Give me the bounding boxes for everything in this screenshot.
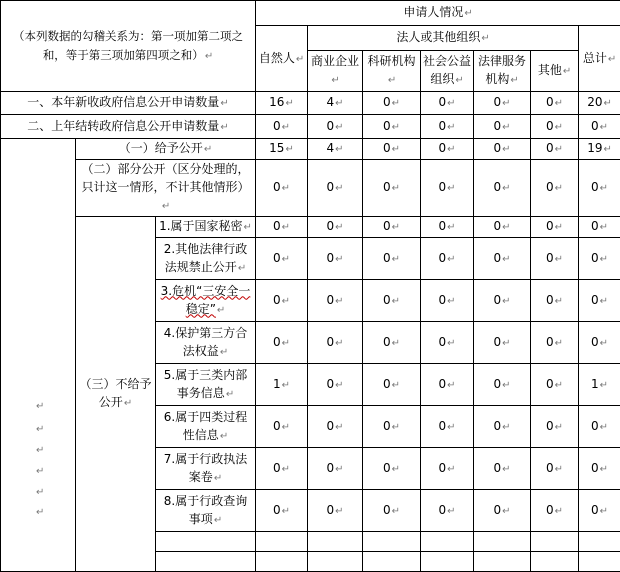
- cell-value: 0↵: [256, 217, 308, 238]
- cell-value: 0↵: [474, 160, 531, 217]
- cell-value: 0↵: [308, 448, 363, 490]
- cell-value: 0↵: [421, 115, 474, 139]
- cell-value: 0↵: [421, 490, 474, 532]
- cell-value: 20↵: [579, 92, 620, 115]
- sub-row-label: 8.属于行政查询事项↵: [156, 490, 256, 532]
- cell-value: 0↵: [363, 406, 421, 448]
- header-law: 法律服务机构↵: [474, 51, 531, 92]
- header-description: （本列数据的勾稽关系为：第一项加第二项之和，等于第三项加第四项之和）↵: [1, 1, 256, 92]
- row-label: （一）给予公开↵: [76, 139, 256, 160]
- cell-value: 19↵: [579, 139, 620, 160]
- empty-cell: [421, 532, 474, 552]
- cell-value: 0↵: [308, 280, 363, 322]
- cell-value: 0↵: [256, 115, 308, 139]
- cell-value: 0↵: [531, 160, 579, 217]
- cell-value: 1↵: [579, 364, 620, 406]
- cell-value: 0↵: [308, 364, 363, 406]
- cell-value: 1↵: [256, 364, 308, 406]
- sub-row-label: 1.属于国家秘密↵: [156, 217, 256, 238]
- cell-value: 0↵: [363, 364, 421, 406]
- cell-value: 0↵: [363, 322, 421, 364]
- cell-value: 0↵: [363, 238, 421, 280]
- empty-cell: [308, 532, 363, 552]
- cell-value: 0↵: [531, 115, 579, 139]
- cell-value: 0↵: [474, 217, 531, 238]
- table-row: [1, 115, 620, 139]
- empty-cell: [256, 552, 308, 572]
- paragraph-mark: ↵: [36, 424, 48, 436]
- cell-value: 0↵: [531, 364, 579, 406]
- cell-value: 0↵: [363, 217, 421, 238]
- cell-value: 0↵: [579, 490, 620, 532]
- header-natural-person: 自然人↵: [256, 26, 308, 92]
- row-label: 二、上年结转政府信息公开申请数量↵: [1, 115, 256, 139]
- cell-value: 0↵: [531, 448, 579, 490]
- cell-value: 15↵: [256, 139, 308, 160]
- cell-value: 0↵: [421, 280, 474, 322]
- header-commercial: 商业企业↵: [308, 51, 363, 92]
- cell-value: 0↵: [421, 139, 474, 160]
- cell-value: 0↵: [421, 364, 474, 406]
- row-label-not-disclosed: （三）不给予公开↵: [76, 217, 156, 572]
- cell-value: 0↵: [421, 217, 474, 238]
- cell-value: 0↵: [531, 217, 579, 238]
- cell-value: 0↵: [531, 406, 579, 448]
- cell-value: 4↵: [308, 139, 363, 160]
- cell-value: 0↵: [474, 139, 531, 160]
- cell-value: 0↵: [421, 160, 474, 217]
- cell-value: 0↵: [308, 115, 363, 139]
- cell-value: 0↵: [579, 406, 620, 448]
- cell-value: 0↵: [474, 115, 531, 139]
- cell-value: 0↵: [256, 160, 308, 217]
- cell-value: 0↵: [363, 490, 421, 532]
- cell-value: 0↵: [531, 322, 579, 364]
- cell-value: 0↵: [421, 448, 474, 490]
- cell-value: 0↵: [474, 238, 531, 280]
- cell-value: 0↵: [363, 92, 421, 115]
- cell-value: 0↵: [531, 238, 579, 280]
- empty-cell: [363, 532, 421, 552]
- cell-value: 0↵: [308, 217, 363, 238]
- cell-value: 0↵: [256, 490, 308, 532]
- cell-value: 0↵: [474, 92, 531, 115]
- cell-value: 0↵: [256, 280, 308, 322]
- empty-cell: [474, 532, 531, 552]
- cell-value: 0↵: [531, 92, 579, 115]
- paragraph-mark: ↵: [36, 507, 48, 519]
- cell-value: 0↵: [308, 406, 363, 448]
- cell-value: 0↵: [421, 322, 474, 364]
- empty-cell: [256, 532, 308, 552]
- cell-value: 0↵: [363, 160, 421, 217]
- empty-cell: [531, 552, 579, 572]
- cell-value: 0↵: [363, 115, 421, 139]
- cell-value: 0↵: [531, 490, 579, 532]
- table-row: [1, 92, 620, 115]
- header-social: 社会公益组织↵: [421, 51, 474, 92]
- header-applicant: 申请人情况↵: [256, 1, 620, 26]
- empty-cell: [474, 552, 531, 572]
- empty-cell: [579, 552, 620, 572]
- sub-row-label: 4.保护第三方合法权益↵: [156, 322, 256, 364]
- sub-row-label: 5.属于三类内部事务信息↵: [156, 364, 256, 406]
- header-other: 其他↵: [531, 51, 579, 92]
- sub-row-label: 7.属于行政执法案卷↵: [156, 448, 256, 490]
- paragraph-mark: ↵: [36, 466, 48, 478]
- paragraph-mark: ↵: [36, 487, 48, 499]
- cell-value: 0↵: [531, 139, 579, 160]
- cell-value: 0↵: [579, 160, 620, 217]
- empty-cell: [363, 552, 421, 572]
- sub-row-label: 6.属于四类过程性信息↵: [156, 406, 256, 448]
- cell-value: 0↵: [531, 280, 579, 322]
- cell-value: 0↵: [579, 448, 620, 490]
- empty-cell: [156, 552, 256, 572]
- cell-value: 0↵: [579, 238, 620, 280]
- cell-value: 0↵: [363, 448, 421, 490]
- cell-value: 0↵: [308, 238, 363, 280]
- header-research: 科研机构↵: [363, 51, 421, 92]
- cell-value: 0↵: [579, 322, 620, 364]
- sub-row-label: 2.其他法律行政法规禁止公开↵: [156, 238, 256, 280]
- cell-value: 0↵: [256, 322, 308, 364]
- cell-value: 0↵: [421, 238, 474, 280]
- cell-value: 16↵: [256, 92, 308, 115]
- cell-value: 0↵: [421, 92, 474, 115]
- empty-cell: [531, 532, 579, 552]
- cell-value: 0↵: [474, 448, 531, 490]
- cell-value: 0↵: [474, 280, 531, 322]
- paragraph-mark: ↵: [36, 401, 48, 413]
- cell-value: 0↵: [256, 448, 308, 490]
- empty-cell: [308, 552, 363, 572]
- cell-value: 0↵: [579, 217, 620, 238]
- table-row: [1, 139, 620, 160]
- cell-value: 0↵: [474, 406, 531, 448]
- cell-value: 0↵: [308, 490, 363, 532]
- cell-value: 4↵: [308, 92, 363, 115]
- cell-value: 0↵: [308, 322, 363, 364]
- cell-value: 0↵: [421, 406, 474, 448]
- cell-value: 0↵: [474, 364, 531, 406]
- table-row: [1, 217, 620, 238]
- empty-cell: [156, 532, 256, 552]
- cell-value: 0↵: [474, 322, 531, 364]
- cell-value: 0↵: [256, 238, 308, 280]
- header-legal-entity: 法人或其他组织↵: [308, 26, 579, 51]
- cell-value: 0↵: [579, 280, 620, 322]
- header-total: 总计↵: [579, 26, 620, 92]
- row-label: （二）部分公开（区分处理的，只计这一情形，不计其他情形）↵: [76, 160, 256, 217]
- table-row: [1, 160, 620, 217]
- empty-cell: [579, 532, 620, 552]
- cell-value: 0↵: [363, 280, 421, 322]
- cell-value: 0↵: [256, 406, 308, 448]
- empty-cell: [421, 552, 474, 572]
- row-label: 一、本年新收政府信息公开申请数量↵: [1, 92, 256, 115]
- paragraph-mark: ↵: [36, 445, 48, 457]
- cell-value: 0↵: [363, 139, 421, 160]
- cell-value: 0↵: [579, 115, 620, 139]
- cell-value: 0↵: [308, 160, 363, 217]
- sub-row-label: 3.危机“三安全一稳定”↵: [156, 280, 256, 322]
- cell-value: 0↵: [474, 490, 531, 532]
